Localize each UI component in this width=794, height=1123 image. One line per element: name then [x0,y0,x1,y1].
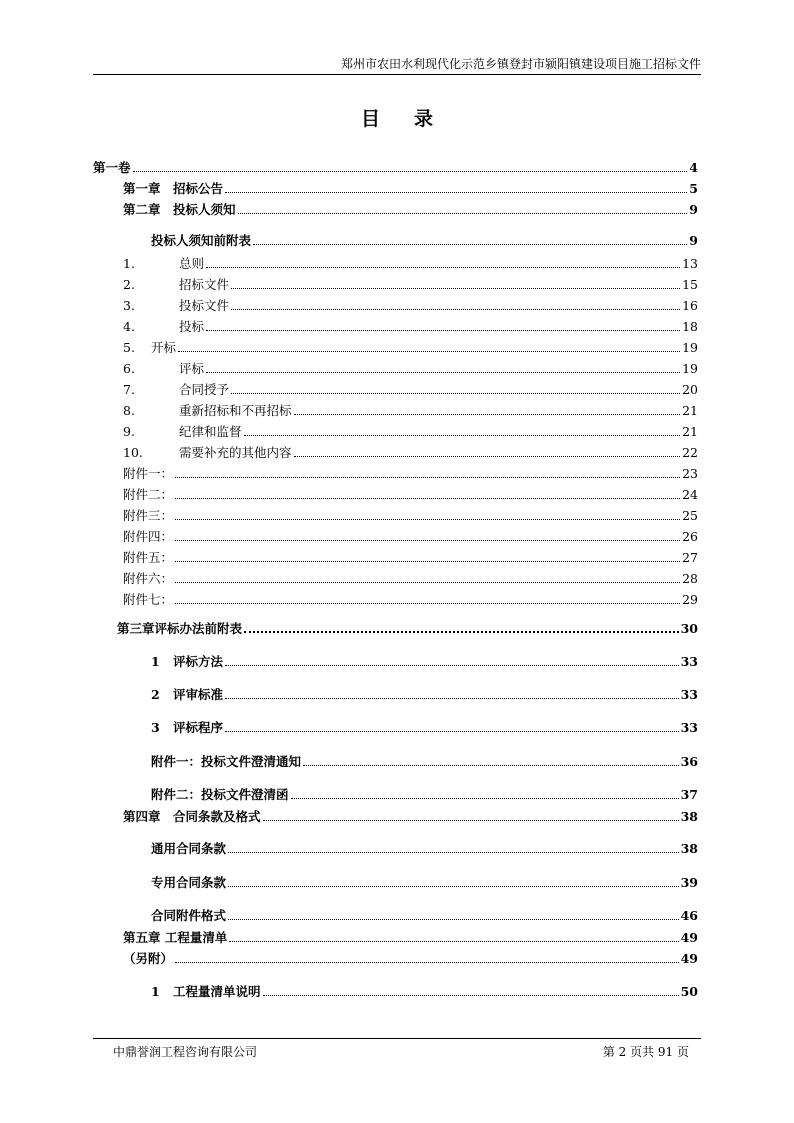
toc-leader [206,329,680,331]
toc-page: 46 [680,908,698,923]
toc-page: 28 [682,571,698,586]
toc-label: 开标 [151,340,177,355]
toc-label: 重新招标和不再招标 [179,403,292,418]
toc-page: 20 [682,382,698,397]
toc-number: 1 [151,654,160,669]
toc-leader [175,602,680,604]
toc-label: 附件二：投标文件澄清函 [151,787,289,802]
toc-row[interactable] [123,403,698,419]
toc-number: 7. [123,382,135,397]
toc-leader [291,797,679,799]
toc-row[interactable] [123,592,698,608]
toc-label: 第五章 工程量清单 [123,930,228,945]
toc-row[interactable] [123,951,698,967]
toc-row[interactable] [123,809,698,825]
toc-label: 评标方法 [173,654,224,669]
toc-row[interactable] [123,361,698,377]
toc-page: 26 [682,529,698,544]
toc-label: 工程量清单说明 [173,984,261,999]
toc-page: 23 [682,466,698,481]
toc-leader [228,851,679,853]
toc-label: 附件六： [123,571,174,586]
toc-page: 27 [682,550,698,565]
toc-page: 9 [689,233,698,248]
toc-leader [231,392,680,394]
toc-row[interactable] [123,571,698,587]
toc-row[interactable] [123,930,698,946]
toc-number: 3. [123,298,135,313]
toc-row[interactable] [151,908,698,924]
toc-leader [175,518,680,520]
toc-page: 4 [689,160,698,175]
toc-row[interactable] [123,181,698,197]
toc-label: 附件三： [123,508,174,523]
toc-leader [238,212,688,214]
toc-leader [175,497,680,499]
footer-company: 中鼎誉润工程咨询有限公司 [113,1045,258,1059]
toc-leader [175,476,680,478]
toc-row[interactable] [151,754,698,770]
toc-row[interactable] [123,298,698,314]
toc-label: 纪律和监督 [179,424,242,439]
toc-page: 16 [682,298,698,313]
toc-label: 通用合同条款 [151,841,227,856]
toc-number: 2 [151,687,160,702]
toc-label: 第四章 合同条款及格式 [123,809,261,824]
toc-number: 2. [123,277,135,292]
toc-leader [225,730,679,732]
toc-leader [228,918,679,920]
toc-page: 21 [682,403,698,418]
toc-row[interactable] [151,687,698,703]
toc-page: 33 [680,720,698,735]
toc-leader [206,266,680,268]
toc-row[interactable] [151,787,698,803]
toc-row[interactable] [123,319,698,335]
toc-row[interactable] [123,508,698,524]
toc-page: 21 [682,424,698,439]
toc-page: 36 [680,754,698,769]
toc-row[interactable] [151,984,698,1000]
header-text: 郑州市农田水利现代化示范乡镇登封市颍阳镇建设项目施工招标文件 [340,57,701,71]
toc-row[interactable] [123,550,698,566]
toc-row[interactable] [151,654,698,670]
toc-label: 投标 [179,319,205,334]
toc-page: 29 [682,592,698,607]
toc-page: 15 [682,277,698,292]
toc-label: 评标 [179,361,205,376]
toc-page: 38 [680,809,698,824]
toc-page: 49 [680,951,698,966]
toc-label: 附件五： [123,550,174,565]
toc-label: 第三章评标办法前附表 [117,621,243,636]
toc-number: 8. [123,403,135,418]
toc-label: 招标文件 [179,277,230,292]
toc-label: 评标程序 [173,720,224,735]
toc-label: 投标人须知前附表 [151,233,252,248]
toc-number: 4. [123,319,135,334]
toc-row[interactable] [123,340,698,356]
toc-leader [263,819,679,821]
toc-label: 评审标准 [173,687,224,702]
toc-number: 1. [123,256,135,271]
toc-leader [253,243,687,245]
toc-page: 22 [682,445,698,460]
page-footer [93,1038,701,1059]
toc-leader [244,434,681,436]
toc-label: 第二章 投标人须知 [123,202,236,217]
toc-label: 附件二： [123,487,174,502]
toc-label: 需要补充的其他内容 [179,445,292,460]
toc-leader [231,308,680,310]
toc-leader [175,961,679,963]
toc-label: 附件七： [123,592,174,607]
toc-leader [175,539,680,541]
toc-row[interactable] [117,621,698,637]
toc-page: 9 [689,202,698,217]
toc-label: 合同附件格式 [151,908,227,923]
toc-page: 39 [680,875,698,890]
toc-row[interactable] [123,466,698,482]
toc-leader [294,413,681,415]
toc-leader [229,940,678,942]
toc-leader [206,371,680,373]
toc-number: 3 [151,720,160,735]
toc-row[interactable] [151,233,698,249]
toc-label: 投标文件 [179,298,230,313]
toc-number: 1 [151,984,160,999]
toc-page: 38 [680,841,698,856]
footer-page-info: 第 2 页共 91 页 [602,1045,689,1059]
toc-page: 50 [680,984,698,999]
toc-page: 37 [680,787,698,802]
toc-leader [133,170,688,172]
toc-number: 10. [123,445,143,460]
toc-row[interactable] [123,445,698,461]
toc-leader [231,287,680,289]
toc-leader [294,455,681,457]
toc-leader [225,191,687,193]
toc-page: 30 [680,621,698,636]
toc-leader [228,885,679,887]
toc-page: 24 [682,487,698,502]
page-title: 目录 [360,108,467,130]
toc-page: 49 [680,930,698,945]
toc-label: 第一章 招标公告 [123,181,224,196]
toc-page: 13 [682,256,698,271]
toc-leader [175,560,680,562]
toc-row[interactable] [93,160,698,176]
toc-row[interactable] [151,875,698,891]
toc-label: 专用合同条款 [151,875,227,890]
toc-label: 附件一：投标文件澄清通知 [151,754,302,769]
toc-row[interactable] [123,424,698,440]
toc-leader [225,664,679,666]
toc-row[interactable] [123,529,698,545]
toc-number: 6. [123,361,135,376]
toc-leader [178,350,680,352]
toc-page: 19 [682,361,698,376]
toc-label: （另附） [123,951,174,966]
toc-row[interactable] [151,720,698,736]
toc-leader [263,994,679,996]
toc-leader [303,764,679,766]
toc-row[interactable] [151,841,698,857]
toc-label: 总则 [179,256,205,271]
toc-label: 附件一： [123,466,174,481]
toc-page: 25 [682,508,698,523]
toc-number: 9. [123,424,135,439]
toc-leader [175,581,680,583]
toc-row[interactable] [123,256,698,272]
toc-page: 5 [689,181,698,196]
toc-label: 第一卷 [93,160,131,175]
toc-leader [225,697,679,699]
toc-row[interactable] [123,277,698,293]
toc-row[interactable] [123,202,698,218]
toc-label: 合同授予 [179,382,230,397]
toc-page: 33 [680,654,698,669]
toc-number: 5. [123,340,135,355]
toc-row[interactable] [123,487,698,503]
toc-page: 19 [682,340,698,355]
toc-label: 附件四： [123,529,174,544]
toc-leader [244,630,679,633]
toc-page: 33 [680,687,698,702]
toc-row[interactable] [123,382,698,398]
page-header [93,56,701,75]
toc-page: 18 [682,319,698,334]
